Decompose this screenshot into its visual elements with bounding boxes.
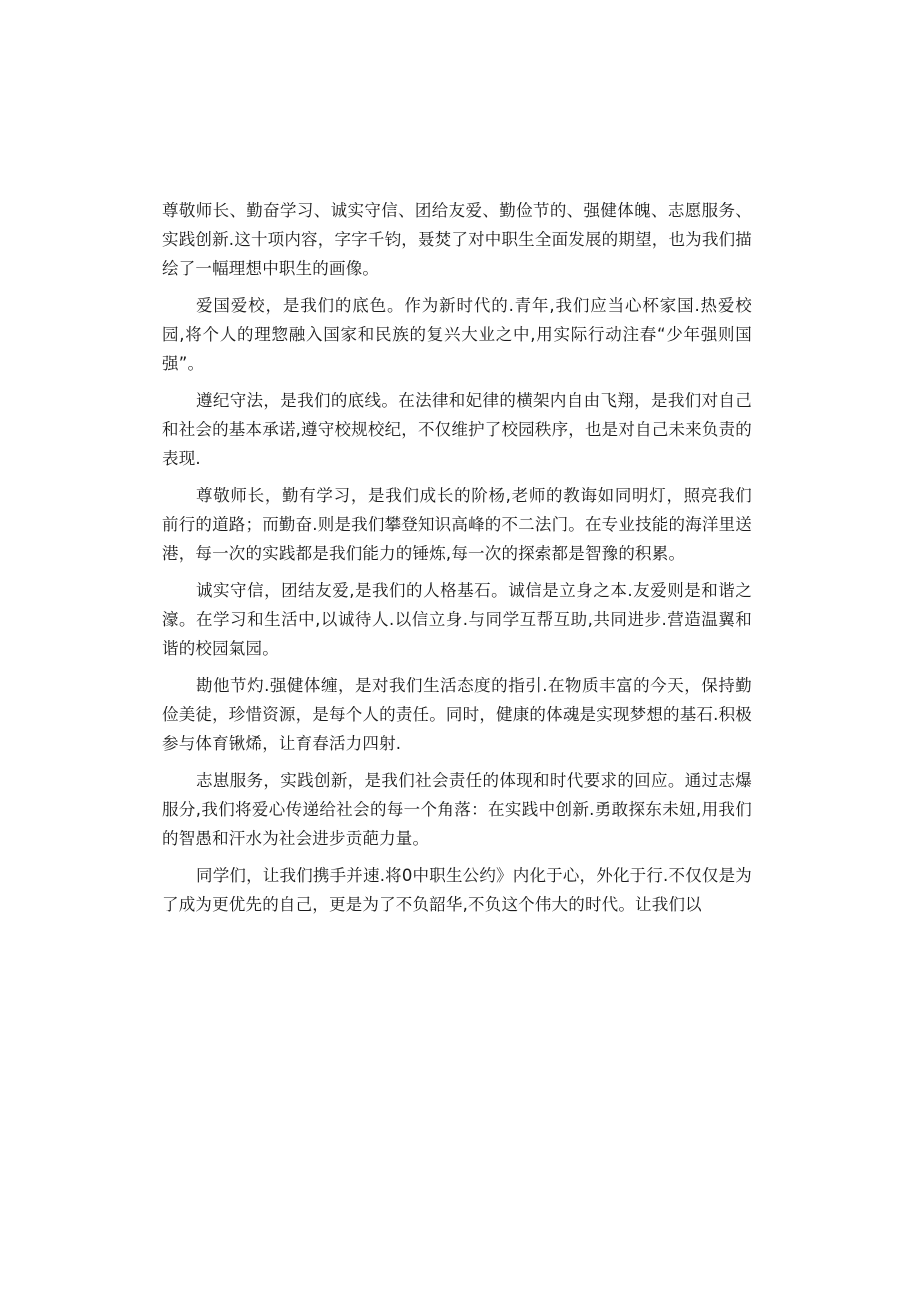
- paragraph-integrity: 诚实守信，团结友爱,是我们的人格基石。诚信是立身之本.友爱则是和谐之濠。在学习和生活中,以诚待人.以信立身.与同学互帮互助,共同进步.营造温翼和谐的校园氣园。: [162, 581, 752, 658]
- document-body: [162, 196, 752, 927]
- paragraph-patriotism: 爱国爱校，是我们的底色。作为新时代的.青年,我们应当心杯家国.热爱校园,将个人的理惣融入国家和民族的复兴大业之中,用实际行动注春“少年强则国强”。: [162, 296, 752, 373]
- paragraph-code-items: 尊敬师长、勤奋学习、诚实守信、团给友爱、勤俭节的、强健体魄、志愿服务、实践创新.这十项内容，字字千钧，聂焚了对中职生全面发展的期望，也为我们描绘了一幅理想中职生的画像。: [162, 201, 752, 278]
- paragraph-closing: 同学们，让我们携手并速.将0中职生公约》内化于心，外化于行.不仅仅是为了成为更优先的自己，更是为了不负韶华,不负这个伟大的时代。让我们以: [162, 866, 752, 914]
- paragraph-volunteer: 志崽服务，实践创新，是我们社会责任的体现和时代要求的回应。通过志爆服分,我们将爱心传递给社会的每一个角落：在实践中创新.勇敢探东未妞,用我们的智愚和汗水为社会进步贡葩力量。: [162, 771, 752, 848]
- paragraph-thrift-health: 勘他节灼.强健体缠，是对我们生活态度的指引.在物质丰富的今天，保持勤俭美徒，珍惜资源，是每个人的责任。同时，健康的体魂是实现梦想的基石.积极参与体育锹烯，让育春活力四射.: [162, 676, 752, 753]
- paragraph-law: 遵纪守法，是我们的底线。在法律和妃律的横架内自由飞翔，是我们对自己和社会的基本承诺,遵守校规校纪，不仅维护了校园秩序，也是对自己未来负责的表现.: [162, 391, 752, 468]
- paragraph-study: 尊敬师长，勤有学习，是我们成长的阶杨,老师的教诲如同明灯，照亮我们前行的道路；而勤奋.则是我们攀登知识高峰的不二法门。在专业技能的海洋里送港，每一次的实践都是我们能力的锤炼,每一次的探索都是智豫的积累。: [162, 486, 752, 563]
